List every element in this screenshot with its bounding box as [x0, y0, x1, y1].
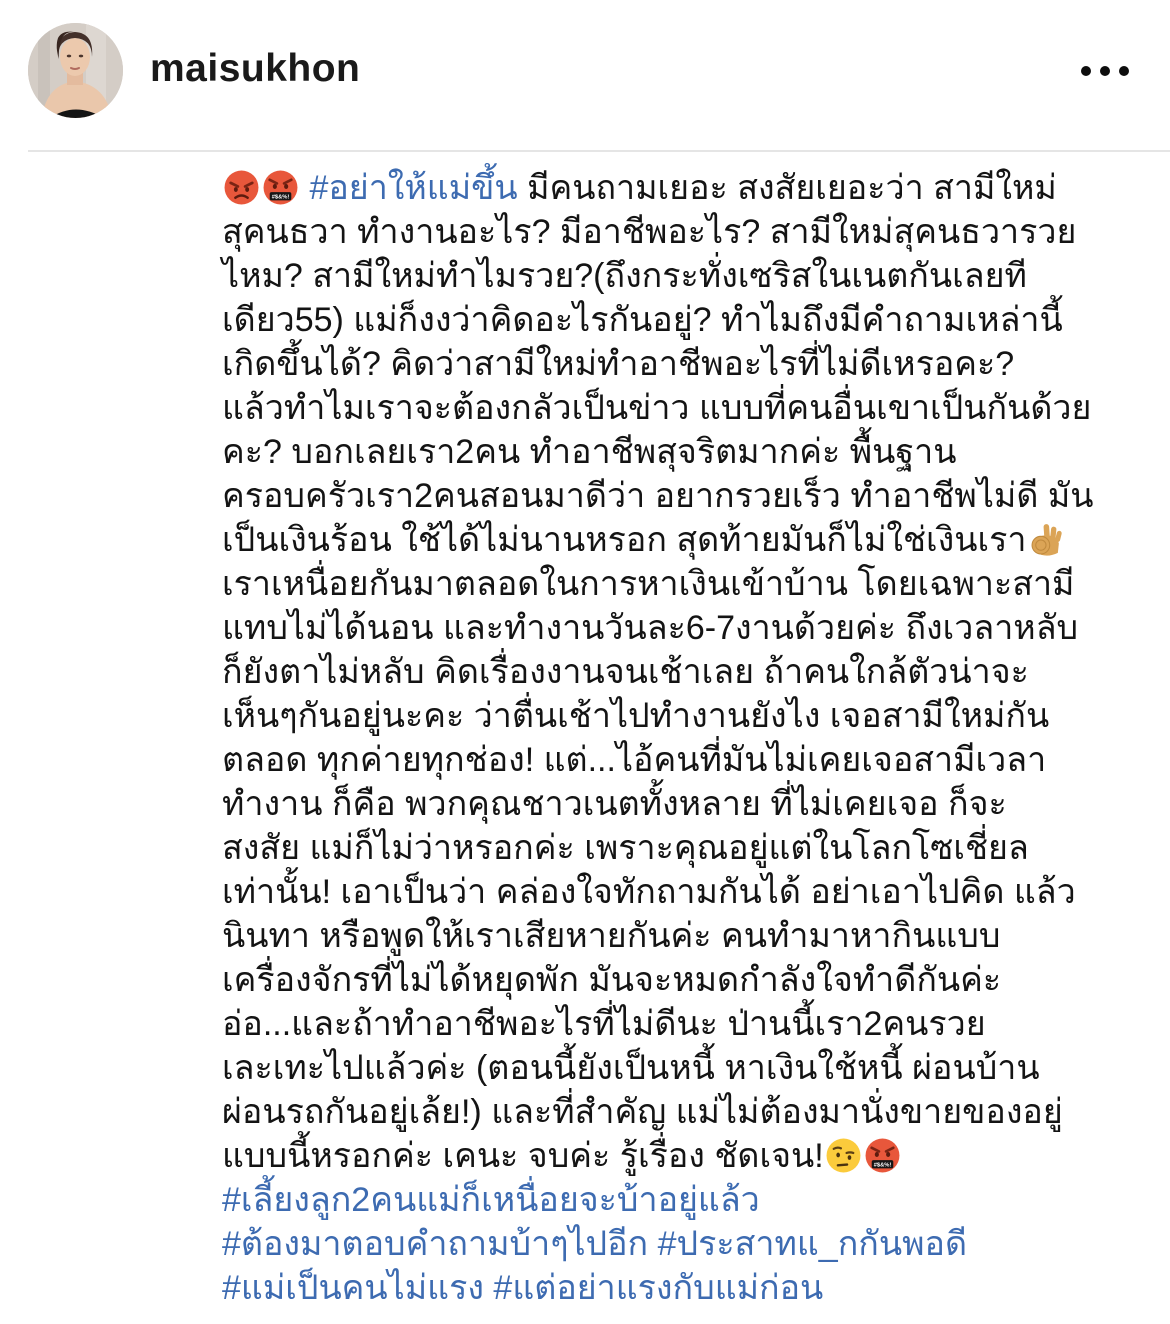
post-caption — [222, 166, 1094, 1310]
caption-text: แบบนี้หรอกค่ะ เคนะ จบค่ะ รู้เรื่อง ชัดเจน! — [222, 1137, 824, 1175]
username[interactable]: maisukhon — [150, 47, 361, 90]
hashtag-link[interactable]: #อย่าให้แม่ขึ้น — [309, 169, 518, 207]
caption-text: เดียว55) แม่ก็งงว่าคิดอะไรกันอยู่? ทำไมถึงมีคำถามเหล่านี้ — [222, 301, 1063, 339]
hashtag-link[interactable]: #แม่เป็นคนไม่แรง — [222, 1269, 484, 1307]
raised-eyebrow-face-emoji — [825, 1137, 862, 1174]
post-text-line — [222, 650, 1029, 694]
caption-text: ก็ยังตาไม่หลับ คิดเรื่องงานจนเช้าเลย ถ้าคนใกล้ตัวน่าจะ — [222, 653, 1029, 691]
post-text-line — [222, 386, 1092, 430]
caption-text: เห็นๆกันอยู่นะคะ ว่าตื่นเช้าไปทำงานยังไง เจอสามีใหม่กัน — [222, 697, 1050, 735]
caption-text: สุคนธวา ทำงานอะไร? มีอาชีพอะไร? สามีใหม่สุคนธวารวย — [222, 213, 1077, 251]
ellipsis-dot-icon — [1100, 66, 1110, 76]
caption-text: แทบไม่ได้นอน และทำงานวันละ6-7งานด้วยค่ะ ถึงเวลาหลับ — [222, 609, 1079, 647]
post-text-line — [222, 1090, 1063, 1134]
caption-text: เป็นเงินร้อน ใช้ได้ไม่นานหรอก สุดท้ายมันก็ไม่ใช่เงินเรา — [222, 521, 1027, 559]
profile-avatar[interactable] — [28, 23, 123, 118]
caption-text: ตลอด ทุกค่ายทุกช่อง! แต่...ไอ้คนที่มันไม่เคยเจอสามีเวลา — [222, 741, 1047, 779]
caption-text: เครื่องจักรที่ไม่ได้หยุดพัก มันจะหมดกำลังใจทำดีกันค่ะ — [222, 961, 1002, 999]
post-text-line — [222, 166, 1057, 210]
post-text-line — [222, 562, 1075, 606]
post-text-line — [222, 870, 1076, 914]
post-text-line — [222, 210, 1077, 254]
post-text-line — [222, 1002, 1002, 1046]
header-divider — [28, 150, 1170, 152]
caption-text: ผ่อนรถกันอยู่เล้ย!) และที่สำคัญ แม่ไม่ต้องมานั่งขายของอยู่ — [222, 1093, 1063, 1131]
caption-text: ทำงาน ก็คือ พวกคุณชาวเนตทั้งหลาย ที่ไม่เคยเจอ ก็จะ — [222, 785, 1007, 823]
post-text-line — [222, 1222, 1002, 1266]
svg-text:#$&%!: #$&%! — [271, 194, 290, 201]
post-text-line — [222, 738, 1047, 782]
caption-text: เท่านั้น! เอาเป็นว่า คล่องใจทักถามกันได้ อย่าเอาไปคิด แล้ว — [222, 873, 1076, 911]
post-text-line — [222, 1178, 1002, 1222]
caption-text: นินทา หรือพูดให้เราเสียหายกันค่ะ คนทำมาหากินแบบ — [222, 917, 1001, 955]
cursing-face-emoji — [864, 1137, 901, 1174]
post-text-line — [222, 958, 1002, 1002]
cursing-face-emoji — [262, 169, 299, 206]
post-text-line — [222, 914, 1002, 958]
caption-text: เราเหนื่อยกันมาตลอดในการหาเงินเข้าบ้าน โดยเฉพาะสามี — [222, 565, 1075, 603]
hashtag-link[interactable]: #แต่อย่าแรงกับแม่ก่อน — [493, 1269, 824, 1307]
post-text-line — [222, 474, 1094, 518]
caption-text — [648, 1225, 657, 1263]
caption-text: สงสัย แม่ก็ไม่ว่าหรอกค่ะ เพราะคุณอยู่แต่ในโลกโซเชี่ยล — [222, 829, 1029, 867]
caption-text: มีคนถามเยอะ สงสัยเยอะว่า สามีใหม่ — [517, 169, 1057, 207]
hashtag-link[interactable]: #ต้องมาตอบคำถามบ้าๆไปอีก — [222, 1225, 649, 1263]
post-text-line — [222, 1134, 1002, 1178]
ok-hand-emoji — [1027, 521, 1064, 558]
caption-text: แล้วทำไมเราจะต้องกลัวเป็นข่าว แบบที่คนอื่นเขาเป็นกันด้วย — [222, 389, 1092, 427]
post-text-line — [222, 1266, 1002, 1310]
caption-text: เกิดขึ้นได้? คิดว่าสามีใหม่ทำอาชีพอะไรที่ไม่ดีเหรอคะ? — [222, 345, 1015, 383]
caption-text: อ่อ...และถ้าทำอาชีพอะไรที่ไม่ดีนะ ป่านนี้เรา2คนรวย — [222, 1005, 986, 1043]
more-options-button[interactable] — [1081, 66, 1129, 76]
post-text-line — [222, 254, 1027, 298]
post-text-line — [222, 1046, 1040, 1090]
profile-photo-woman-icon — [28, 23, 123, 118]
post-text-line — [222, 826, 1029, 870]
svg-text:#$&%!: #$&%! — [873, 1162, 892, 1169]
caption-text: เละเทะไปแล้วค่ะ (ตอนนี้ยังเป็นหนี้ หาเงินใช้หนี้ ผ่อนบ้าน — [222, 1049, 1040, 1087]
caption-text: ไหม? สามีใหม่ทำไมรวย?(ถึงกระทั่งเซริสในเนตกันเลยที — [222, 257, 1027, 295]
post-text-line — [222, 298, 1063, 342]
hashtag-link[interactable]: #เลี้ยงลูก2คนแม่ก็เหนื่อยจะบ้าอยู่แล้ว — [222, 1181, 760, 1219]
caption-text: คะ? บอกเลยเรา2คน ทำอาชีพสุจริตมากค่ะ พื้นฐาน — [222, 433, 957, 471]
post-text-line — [222, 694, 1050, 738]
post-text-line — [222, 518, 1027, 562]
post-text-line — [222, 342, 1015, 386]
pouting-face-emoji — [223, 169, 260, 206]
caption-text — [484, 1269, 493, 1307]
ellipsis-dot-icon — [1081, 66, 1091, 76]
post-text-line — [222, 782, 1007, 826]
post-text-line — [222, 606, 1079, 650]
post-text-line — [222, 430, 1002, 474]
hashtag-link[interactable]: #ประสาทแ_กกันพอดี — [657, 1225, 968, 1263]
caption-text: ครอบครัวเรา2คนสอนมาดีว่า อยากรวยเร็ว ทำอาชีพไม่ดี มัน — [222, 477, 1094, 515]
ellipsis-dot-icon — [1119, 66, 1129, 76]
